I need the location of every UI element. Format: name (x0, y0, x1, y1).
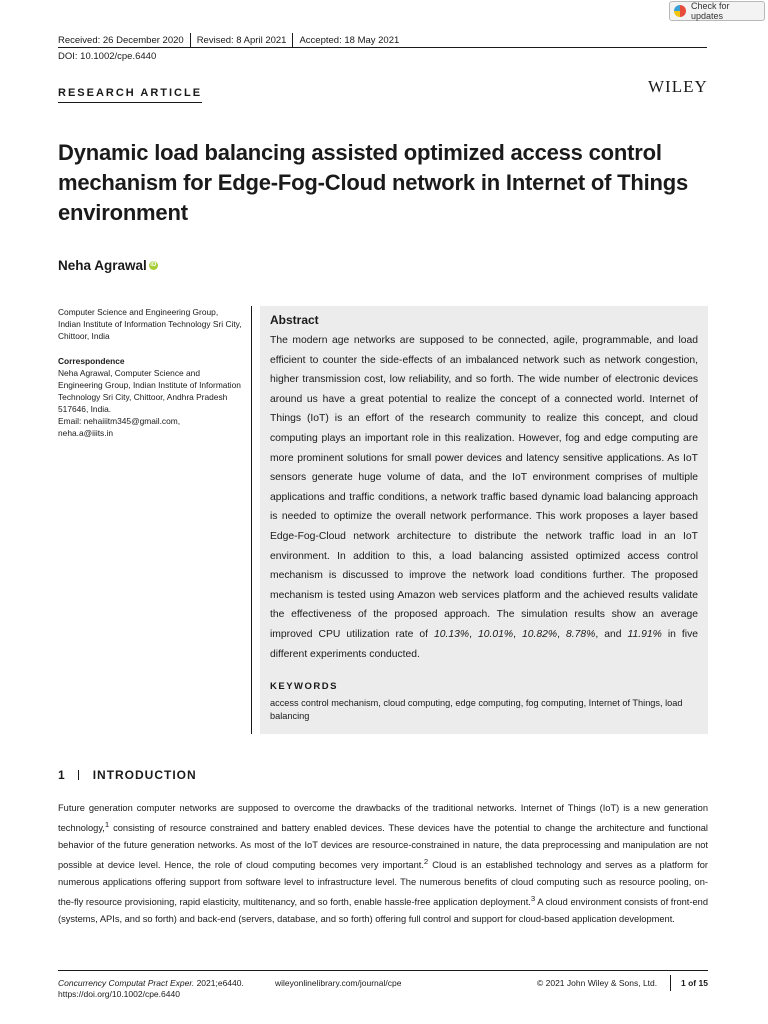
journal-info: 2021;e6440. (194, 978, 244, 988)
correspondence-heading: Correspondence (58, 356, 125, 366)
rate-value: 8.78% (565, 628, 596, 640)
rate-value: 10.01% (478, 628, 514, 640)
footer-journal-url[interactable]: wileyonlinelibrary.com/journal/cpe (275, 978, 402, 988)
abstract-heading: Abstract (270, 313, 319, 327)
keywords-text: access control mechanism, cloud computing, edge computing, fog computing, Internet of Things, load balancing (270, 698, 683, 722)
page-number: 1 of 15 (681, 978, 708, 988)
section-title: INTRODUCTION (92, 768, 197, 782)
section-heading-introduction (58, 768, 197, 782)
orcid-icon[interactable]: iD (150, 262, 157, 268)
author (58, 258, 158, 273)
abstract-body: The modern age networks are supposed to be connected, agile, programmable, and load efficient to counter the side-effects of an imbalanced network such as network congestion, higher transmission cost, low reliability, and so forth. The wide number of electronic devices around us have a great potential to realize the concept of a connected world. Internet of Things (IoT) is an effort of the research community to realize this concept, and cloud computing plays an important role in this realization. However, fog and edge computing are more prominent solutions for small power devices and latency sensitive applications. As IoT sensors generate huge volume of data, and the IoT environment comprises of multiple applications and traffic conditions, a network traffic based dynamic load balancing approach is needed to optimize the overall network performance. This work proposes a layer based Edge-Fog-Cloud network architecture to distribute the network traffic load in an IoT environment. In addition to this, a load balancing assisted optimized access control mechanism is discussed to improve the network load conditions further. The proposed mechanism is tested using Amazon web services platform and the achieved results validate the effectiveness of the proposed approach. The simulation results show an average improved CPU utilization rate of (270, 335, 698, 640)
revised-date: Revised: 8 April 2021 (196, 35, 287, 46)
rate-value: 11.91% (627, 628, 662, 640)
citation-link[interactable]: 2 (423, 856, 429, 866)
header-rule (58, 47, 707, 48)
keywords-heading: KEYWORDS (270, 681, 338, 693)
rate-value: 10.13% (434, 628, 470, 640)
section-separator (78, 770, 79, 780)
footer-journal (58, 978, 244, 1000)
doi: DOI: 10.1002/cpe.6440 (58, 51, 157, 62)
footer-separator (670, 975, 671, 991)
date-separator (190, 33, 191, 48)
correspondence-text: Neha Agrawal, Computer Science and Engineering Group, Indian Institute of Information Technology Sri City, Chittoor, Andhra Pradesh 517646, India. (58, 368, 241, 414)
journal-name: Concurrency Computat Pract Exper. (58, 978, 195, 988)
correspondence-email-2: neha.a@iiits.in (58, 428, 114, 438)
affiliation: Computer Science and Engineering Group, Indian Institute of Information Technology Sri City, Chittoor, India (58, 307, 242, 341)
article-type-label: RESEARCH ARTICLE (58, 87, 202, 103)
correspondence-email: Email: nehaiiitm345@gmail.com, (58, 416, 181, 426)
footer-copyright: © 2021 John Wiley & Sons, Ltd. (537, 978, 658, 988)
received-date: Received: 26 December 2020 (58, 35, 184, 46)
paper-title: Dynamic load balancing assisted optimized access control mechanism for Edge-Fog-Cloud network in Internet of Things environment (58, 140, 689, 225)
author-name: Neha Agrawal (58, 258, 147, 273)
rate-value: 10.82% (522, 628, 558, 640)
check-for-updates-button[interactable] (669, 1, 765, 21)
accepted-date: Accepted: 18 May 2021 (299, 35, 400, 46)
crossmark-icon (674, 5, 686, 17)
publisher-logo: WILEY (648, 77, 708, 96)
check-for-updates-label: Check for updates (691, 1, 730, 21)
sidebar-divider (251, 306, 252, 734)
abstract-text: The modern age networks are supposed to be connected, agile, programmable, and load efficient to counter the side-effects of an imbalanced network such as network congestion, higher transmission cost, low reliability, and so forth. The wide number of electronic devices around us have a great potential to realize the concept of a connected world. Internet of Things (IoT) is an effort of the research community to realize this concept, and cloud computing plays an important role in this realization. However, fog and edge computing are more prominent solutions for small power devices and latency sensitive applications. As IoT sensors generate huge volume of data, and the IoT environment comprises of multiple applications and traffic conditions, a network traffic based dynamic load balancing approach is needed to optimize the overall network performance. This work proposes a layer based Edge-Fog-Cloud network architecture to distribute the network traffic load in an IoT environment. In addition to this, a load balancing assisted optimized access control mechanism is discussed to improve the network load conditions further. The proposed mechanism is tested using Amazon web services platform and the achieved results validate the effectiveness of the proposed approach. The simulation results show an average improved CPU utilization rate of 10.13%, 10.01%, 10.82%, 8.78%, and 11.91% in five different experiments conducted. (270, 335, 699, 660)
footer-rule (58, 970, 708, 971)
section-number: 1 (58, 768, 66, 782)
date-separator (292, 33, 293, 48)
introduction-paragraph: Future generation computer networks are supposed to overcome the drawbacks of the traditional networks. Internet of Things (IoT) is a new generation technology,$^1$ consisting of resource constrained and battery enabled devices. These devices have the potential to change the architecture and functional behavior of the future generation networks. As most of the IoT devices are resource-constrained in nature, the data preprocessing and manipulation are not possible at device level. Hence, the role of cloud computing becomes very important.$^2$ Cloud is an established technology and serves as a platform for numerous applications offering support from software level to infrastructure level. The numerous benefits of cloud computing such as resource pooling, on-the-fly resource provisioning, rapid elasticity, multitenancy, and so forth, enable hassle-free application deployment.$^3$ A cloud environment consists of front-end (systems, APIs, and so forth) and back-end (servers, database, and so forth) offering full control and support for cloud-based application development. (58, 803, 709, 924)
article-dates (58, 33, 399, 48)
citation-link[interactable]: 3 (530, 893, 536, 903)
abstract-box (260, 306, 708, 734)
author-info-sidebar (58, 306, 243, 439)
footer-doi-link[interactable]: https://doi.org/10.1002/cpe.6440 (58, 989, 180, 999)
citation-link[interactable]: 1 (104, 819, 110, 829)
